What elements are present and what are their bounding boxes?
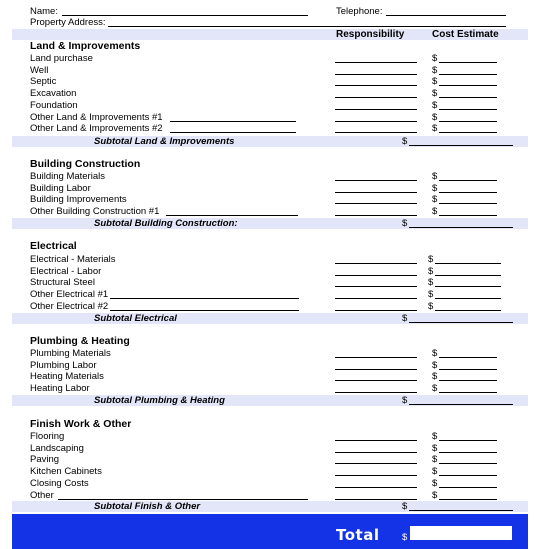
total-dollar-sign: $ xyxy=(402,532,408,543)
other-description-field[interactable] xyxy=(166,215,298,216)
cost-estimate-field[interactable] xyxy=(435,298,501,299)
dollar-sign: $ xyxy=(428,266,434,277)
line-item-label: Other Land & Improvements #1 xyxy=(30,112,163,123)
dollar-sign: $ xyxy=(432,431,438,442)
line-item-label: Plumbing Labor xyxy=(30,360,97,371)
dollar-sign: $ xyxy=(432,490,438,501)
property-address-field[interactable] xyxy=(108,26,506,27)
responsibility-field[interactable] xyxy=(335,357,417,358)
line-item-label: Plumbing Materials xyxy=(30,348,111,359)
dollar-sign: $ xyxy=(432,53,438,64)
line-item-label: Building Labor xyxy=(30,183,91,194)
subtotal-dollar-sign: $ xyxy=(402,136,408,147)
dollar-sign: $ xyxy=(432,348,438,359)
responsibility-field[interactable] xyxy=(335,369,417,370)
responsibility-field[interactable] xyxy=(335,463,417,464)
subtotal-label: Subtotal Land & Improvements xyxy=(94,136,235,147)
line-item-label: Paving xyxy=(30,454,60,465)
name-field[interactable] xyxy=(62,15,308,16)
responsibility-field[interactable] xyxy=(335,310,417,311)
cost-estimate-field[interactable] xyxy=(439,85,497,86)
section-title: Building Construction xyxy=(30,158,141,170)
cost-estimate-field[interactable] xyxy=(439,380,497,381)
responsibility-field[interactable] xyxy=(335,215,417,216)
dollar-sign: $ xyxy=(432,171,438,182)
other-description-field[interactable] xyxy=(110,310,299,311)
dollar-sign: $ xyxy=(432,478,438,489)
other-description-field[interactable] xyxy=(170,132,296,133)
dollar-sign: $ xyxy=(432,454,438,465)
line-item-label: Other xyxy=(30,490,54,501)
property-address-label: Property Address: xyxy=(30,17,106,28)
responsibility-field[interactable] xyxy=(335,180,417,181)
section-title: Plumbing & Heating xyxy=(30,335,130,347)
responsibility-field[interactable] xyxy=(335,74,417,75)
responsibility-field[interactable] xyxy=(335,298,417,299)
cost-estimate-field[interactable] xyxy=(439,180,497,181)
responsibility-field[interactable] xyxy=(335,380,417,381)
responsibility-field[interactable] xyxy=(335,132,417,133)
responsibility-field[interactable] xyxy=(335,192,417,193)
dollar-sign: $ xyxy=(428,254,434,265)
dollar-sign: $ xyxy=(432,466,438,477)
dollar-sign: $ xyxy=(432,65,438,76)
cost-estimate-field[interactable] xyxy=(439,132,497,133)
section-title: Land & Improvements xyxy=(30,40,141,52)
responsibility-field[interactable] xyxy=(335,440,417,441)
subtotal-field[interactable] xyxy=(409,322,513,323)
subtotal-label: Subtotal Electrical xyxy=(94,313,177,324)
line-item-label: Building Materials xyxy=(30,171,105,182)
cost-estimate-field[interactable] xyxy=(435,263,501,264)
cost-estimate-field[interactable] xyxy=(439,203,497,204)
cost-estimate-field[interactable] xyxy=(435,310,501,311)
line-item-label: Flooring xyxy=(30,431,65,442)
other-description-field[interactable] xyxy=(58,499,308,500)
dollar-sign: $ xyxy=(428,289,434,300)
subtotal-label: Subtotal Finish & Other xyxy=(94,501,201,512)
line-item-label: Land purchase xyxy=(30,53,93,64)
total-label: Total xyxy=(336,526,380,544)
cost-estimate-field[interactable] xyxy=(439,499,497,500)
dollar-sign: $ xyxy=(432,123,438,134)
cost-estimate-field[interactable] xyxy=(439,440,497,441)
dollar-sign: $ xyxy=(432,383,438,394)
cost-estimate-field[interactable] xyxy=(439,62,497,63)
dollar-sign: $ xyxy=(432,112,438,123)
responsibility-field[interactable] xyxy=(335,499,417,500)
line-item-label: Electrical - Materials xyxy=(30,254,116,265)
subtotal-dollar-sign: $ xyxy=(402,501,408,512)
cost-estimate-field[interactable] xyxy=(439,463,497,464)
dollar-sign: $ xyxy=(432,443,438,454)
responsibility-field[interactable] xyxy=(335,452,417,453)
dollar-sign: $ xyxy=(432,183,438,194)
line-item-label: Other Land & Improvements #2 xyxy=(30,123,163,134)
cost-estimate-field[interactable] xyxy=(439,215,497,216)
responsibility-field[interactable] xyxy=(335,275,417,276)
cost-estimate-column-header: Cost Estimate xyxy=(432,29,499,40)
responsibility-field[interactable] xyxy=(335,97,417,98)
responsibility-field[interactable] xyxy=(335,475,417,476)
responsibility-field[interactable] xyxy=(335,392,417,393)
line-item-label: Other Electrical #1 xyxy=(30,289,109,300)
other-description-field[interactable] xyxy=(170,121,296,122)
cost-estimate-field[interactable] xyxy=(439,452,497,453)
cost-estimate-field[interactable] xyxy=(435,275,501,276)
cost-estimate-field[interactable] xyxy=(439,392,497,393)
cost-estimate-field[interactable] xyxy=(435,286,501,287)
telephone-field[interactable] xyxy=(386,15,506,16)
dollar-sign: $ xyxy=(432,76,438,87)
dollar-sign: $ xyxy=(432,371,438,382)
responsibility-field[interactable] xyxy=(335,85,417,86)
line-item-label: Landscaping xyxy=(30,443,84,454)
line-item-label: Building Improvements xyxy=(30,194,127,205)
cost-estimate-field[interactable] xyxy=(439,121,497,122)
line-item-label: Closing Costs xyxy=(30,478,89,489)
responsibility-field[interactable] xyxy=(335,487,417,488)
line-item-label: Structural Steel xyxy=(30,277,95,288)
telephone-label: Telephone: xyxy=(336,6,383,17)
line-item-label: Heating Materials xyxy=(30,371,104,382)
dollar-sign: $ xyxy=(432,194,438,205)
line-item-label: Heating Labor xyxy=(30,383,90,394)
dollar-sign: $ xyxy=(432,360,438,371)
total-field[interactable] xyxy=(410,526,512,540)
line-item-label: Other Building Construction #1 xyxy=(30,206,160,217)
line-item-label: Excavation xyxy=(30,88,77,99)
responsibility-field[interactable] xyxy=(335,62,417,63)
responsibility-field[interactable] xyxy=(335,121,417,122)
line-item-label: Well xyxy=(30,65,49,76)
responsibility-field[interactable] xyxy=(335,109,417,110)
other-description-field[interactable] xyxy=(110,298,299,299)
dollar-sign: $ xyxy=(428,277,434,288)
cost-estimate-field[interactable] xyxy=(439,97,497,98)
responsibility-field[interactable] xyxy=(335,203,417,204)
name-label: Name: xyxy=(30,6,58,17)
subtotal-dollar-sign: $ xyxy=(402,218,408,229)
dollar-sign: $ xyxy=(432,88,438,99)
line-item-label: Electrical - Labor xyxy=(30,266,102,277)
cost-estimate-field[interactable] xyxy=(439,357,497,358)
subtotal-dollar-sign: $ xyxy=(402,313,408,324)
cost-estimate-field[interactable] xyxy=(439,487,497,488)
subtotal-field[interactable] xyxy=(409,404,513,405)
line-item-label: Other Electrical #2 xyxy=(30,301,109,312)
subtotal-field[interactable] xyxy=(409,227,513,228)
subtotal-field[interactable] xyxy=(409,510,513,511)
section-title: Electrical xyxy=(30,240,77,252)
section-title: Finish Work & Other xyxy=(30,418,132,430)
subtotal-label: Subtotal Building Construction: xyxy=(94,218,238,229)
subtotal-label: Subtotal Plumbing & Heating xyxy=(94,395,225,406)
subtotal-field[interactable] xyxy=(409,145,513,146)
responsibility-column-header: Responsibility xyxy=(336,29,405,40)
line-item-label: Foundation xyxy=(30,100,78,111)
dollar-sign: $ xyxy=(432,100,438,111)
cost-estimate-field[interactable] xyxy=(439,475,497,476)
responsibility-field[interactable] xyxy=(335,263,417,264)
subtotal-dollar-sign: $ xyxy=(402,395,408,406)
cost-estimate-field[interactable] xyxy=(439,74,497,75)
cost-estimate-field[interactable] xyxy=(439,192,497,193)
responsibility-field[interactable] xyxy=(335,286,417,287)
line-item-label: Septic xyxy=(30,76,57,87)
line-item-label: Kitchen Cabinets xyxy=(30,466,102,477)
dollar-sign: $ xyxy=(428,301,434,312)
cost-estimate-field[interactable] xyxy=(439,109,497,110)
dollar-sign: $ xyxy=(432,206,438,217)
cost-estimate-field[interactable] xyxy=(439,369,497,370)
